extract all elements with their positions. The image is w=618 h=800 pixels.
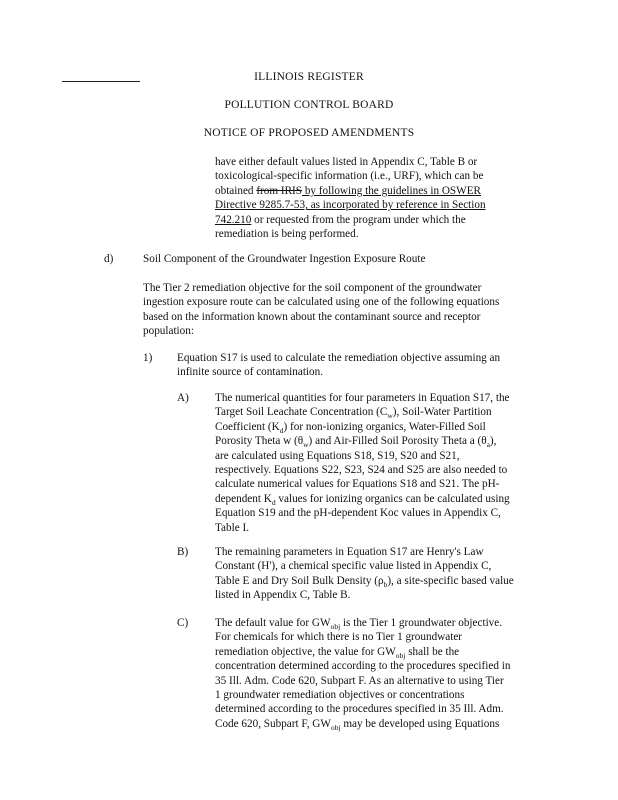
text-line (215, 405, 510, 419)
text-span: remediation objective, the value for GW (215, 645, 396, 658)
text-span: Porosity Theta w (θ (215, 435, 304, 448)
subscript: b (383, 580, 388, 590)
item-1-marker: 1) (143, 352, 153, 364)
text-line: Equation S17 is used to calculate the remediation objective assuming an (177, 352, 501, 364)
text-line: have either default values listed in Appendix C, Table B or (215, 156, 478, 168)
text-line (215, 434, 510, 448)
text-line: 1 groundwater remediation objectives or concentrations (215, 689, 465, 702)
section-d-marker: d) (104, 253, 114, 265)
register-title: ILLINOIS REGISTER (254, 71, 364, 83)
text-span: Table E and Dry Soil Bulk Density (ρ (215, 574, 384, 587)
text-line: The numerical quantities for four parameters in Equation S17, the (215, 392, 510, 404)
item-b-paragraph (215, 545, 514, 603)
text-span: or requested from the program under which the (251, 213, 466, 226)
text-line: respectively. Equations S22, S23, S24 and S25 are also needed to (215, 464, 508, 477)
text-span: ) for non-ionizing organics, Water-Filled Soil (283, 420, 486, 433)
item-1-paragraph (177, 351, 500, 380)
text-line: The remaining parameters in Equation S17 are Henry's Law (215, 546, 484, 558)
text-line (215, 574, 514, 588)
text-span: values for ionizing organics can be calculated using (275, 492, 510, 505)
text-line (215, 645, 510, 659)
inserted-text: by following the guidelines in OSWER (302, 184, 481, 197)
text-line (215, 717, 510, 731)
text-line: determined according to the procedures specified in 35 Ill. Adm. (215, 703, 504, 716)
section-d-title: Soil Component of the Groundwater Ingestion Exposure Route (143, 253, 426, 265)
inserted-text: Directive 9285.7-53, as incorporated by reference in Section (215, 199, 486, 212)
text-span: Coefficient (K (215, 420, 280, 433)
text-line: ingestion exposure route can be calculated using one of the following equations (143, 296, 500, 309)
text-line: 35 Ill. Adm. Code 620, Subpart F. As an alternative to using Tier (215, 674, 504, 687)
subscript: obj (330, 723, 341, 733)
text-line (215, 184, 486, 198)
subscript: w (303, 440, 309, 450)
text-line (215, 616, 510, 630)
text-span: Target Soil Leachate Concentration (C (215, 406, 388, 419)
text-span: ), Soil-Water Partition (392, 406, 492, 419)
text-span: obtained (215, 184, 257, 197)
text-span: ), (489, 435, 497, 448)
text-line: calculate numerical values for Equations S18 and S21. The pH- (215, 478, 500, 491)
text-line: For chemicals for which there is no Tier 1 groundwater (215, 631, 463, 644)
item-b-marker: B) (177, 546, 189, 558)
board-title: POLLUTION CONTROL BOARD (224, 99, 394, 111)
text-span: may be developed using Equations (340, 717, 500, 730)
text-line (215, 420, 510, 434)
text-line (215, 213, 486, 227)
text-line: are calculated using Equations S18, S19, S20 and S21, (215, 449, 460, 462)
text-line: based on the information known about the contaminant source and receptor (143, 310, 481, 323)
text-span: is the Tier 1 groundwater objective. (340, 617, 503, 629)
text-line: concentration determined according to the procedures specified in (215, 660, 511, 673)
text-span: dependent K (215, 492, 272, 505)
continuation-paragraph (215, 155, 486, 241)
text-line: population: (143, 325, 194, 338)
subscript: w (387, 411, 393, 421)
text-line: Table I. (215, 521, 250, 534)
subscript: obj (330, 622, 341, 632)
text-line: The Tier 2 remediation objective for the soil component of the groundwater (143, 282, 482, 294)
text-span: ), a site-specific based value (387, 574, 514, 587)
text-line: Constant (H'), a chemical specific value listed in Appendix C, (215, 560, 492, 573)
text-span: The default value for GW (215, 617, 331, 629)
text-line: Equation S19 and the pH-dependent Koc values in Appendix C, (215, 507, 501, 520)
text-span: ) and Air-Filled Soil Porosity Theta a (θ (308, 435, 487, 448)
subscript: obj (395, 651, 406, 661)
text-line: remediation is being performed. (215, 228, 359, 241)
text-span: Code 620, Subpart F, GW (215, 717, 331, 730)
text-line: listed in Appendix C, Table B. (215, 589, 351, 602)
inserted-text: 742.210 (215, 213, 252, 226)
section-d-paragraph (143, 281, 499, 339)
subscript: d (271, 498, 276, 508)
subscript: a (486, 440, 490, 450)
text-line (215, 492, 510, 506)
item-a-marker: A) (177, 392, 189, 404)
item-c-marker: C) (177, 617, 189, 629)
text-span: shall be the (405, 645, 460, 658)
item-c-paragraph (215, 616, 510, 731)
subscript: d (279, 426, 284, 436)
notice-title: NOTICE OF PROPOSED AMENDMENTS (203, 127, 415, 139)
text-line (215, 198, 486, 212)
deleted-text: from IRIS (256, 184, 303, 197)
text-line: infinite source of contamination. (177, 366, 324, 379)
text-line: toxicological-specific information (i.e., URF), which can be (215, 170, 484, 183)
item-a-paragraph (215, 391, 510, 535)
